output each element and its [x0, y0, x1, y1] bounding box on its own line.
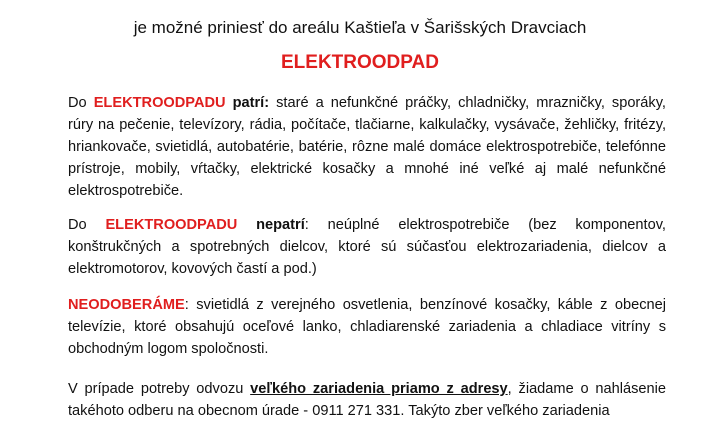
intro-line: je možné priniesť do areálu Kaštieľa v Šarišských Dravciach [133, 18, 587, 37]
belongs-verb: patrí: [232, 95, 270, 111]
not-belongs-keyword: ELEKTROODPADU [105, 217, 238, 233]
not-belongs-text: : neúplné elektrospotrebiče (bez komponentov, konštrukčných a spotrebných dielcov, ktoré sú súčasťou elektrozariadenia, dielcov a elektromotorov, kovových častí a pod.) [68, 217, 666, 277]
pickup-text: , žiadame o nahlásenie takéhoto odberu na obecnom úrade - 0911 271 331. Takýto zber veľkého zariadenia [68, 381, 666, 419]
belongs-text: staré a nefunkčné práčky, chladničky, mrazničky, sporáky, rúry na pečenie, televízory, rádia, počítače, tlačiarne, kalkulačky, vysávače, žehličky, fritézy, hriankovače, svietidlá, autobatérie, batérie, rôzne malé domáce elektrospotrebiče, telefónne prístroje, mobily, vŕtačky, elektrické kosačky a mnohé iné veľké aj malé nefunkčné elektrospotrebiče. [68, 95, 666, 199]
paragraph-belongs [68, 92, 666, 202]
not-belongs-verb: nepatrí [256, 217, 305, 233]
paragraph-pickup [68, 378, 666, 422]
not-belongs-lead: Do [68, 217, 87, 233]
not-accepted-text: : svietidlá z verejného osvetlenia, benzínové kosačky, káble z obecnej televízie, ktoré obsahujú oceľové lanko, chladiarenské zariadenia a chladiace vitríny s obchodným logom spoločnosti. [68, 297, 666, 357]
paragraph-not-accepted [68, 294, 666, 360]
pickup-lead: V prípade potreby odvozu [68, 381, 244, 397]
belongs-lead: Do [68, 95, 87, 111]
paragraph-not-belongs [68, 214, 666, 280]
page-title: ELEKTROODPAD [281, 52, 439, 73]
not-accepted-keyword: NEODOBERÁME [68, 297, 185, 313]
belongs-keyword: ELEKTROODPADU [93, 95, 226, 111]
pickup-emphasis: veľkého zariadenia priamo z adresy [250, 381, 508, 397]
